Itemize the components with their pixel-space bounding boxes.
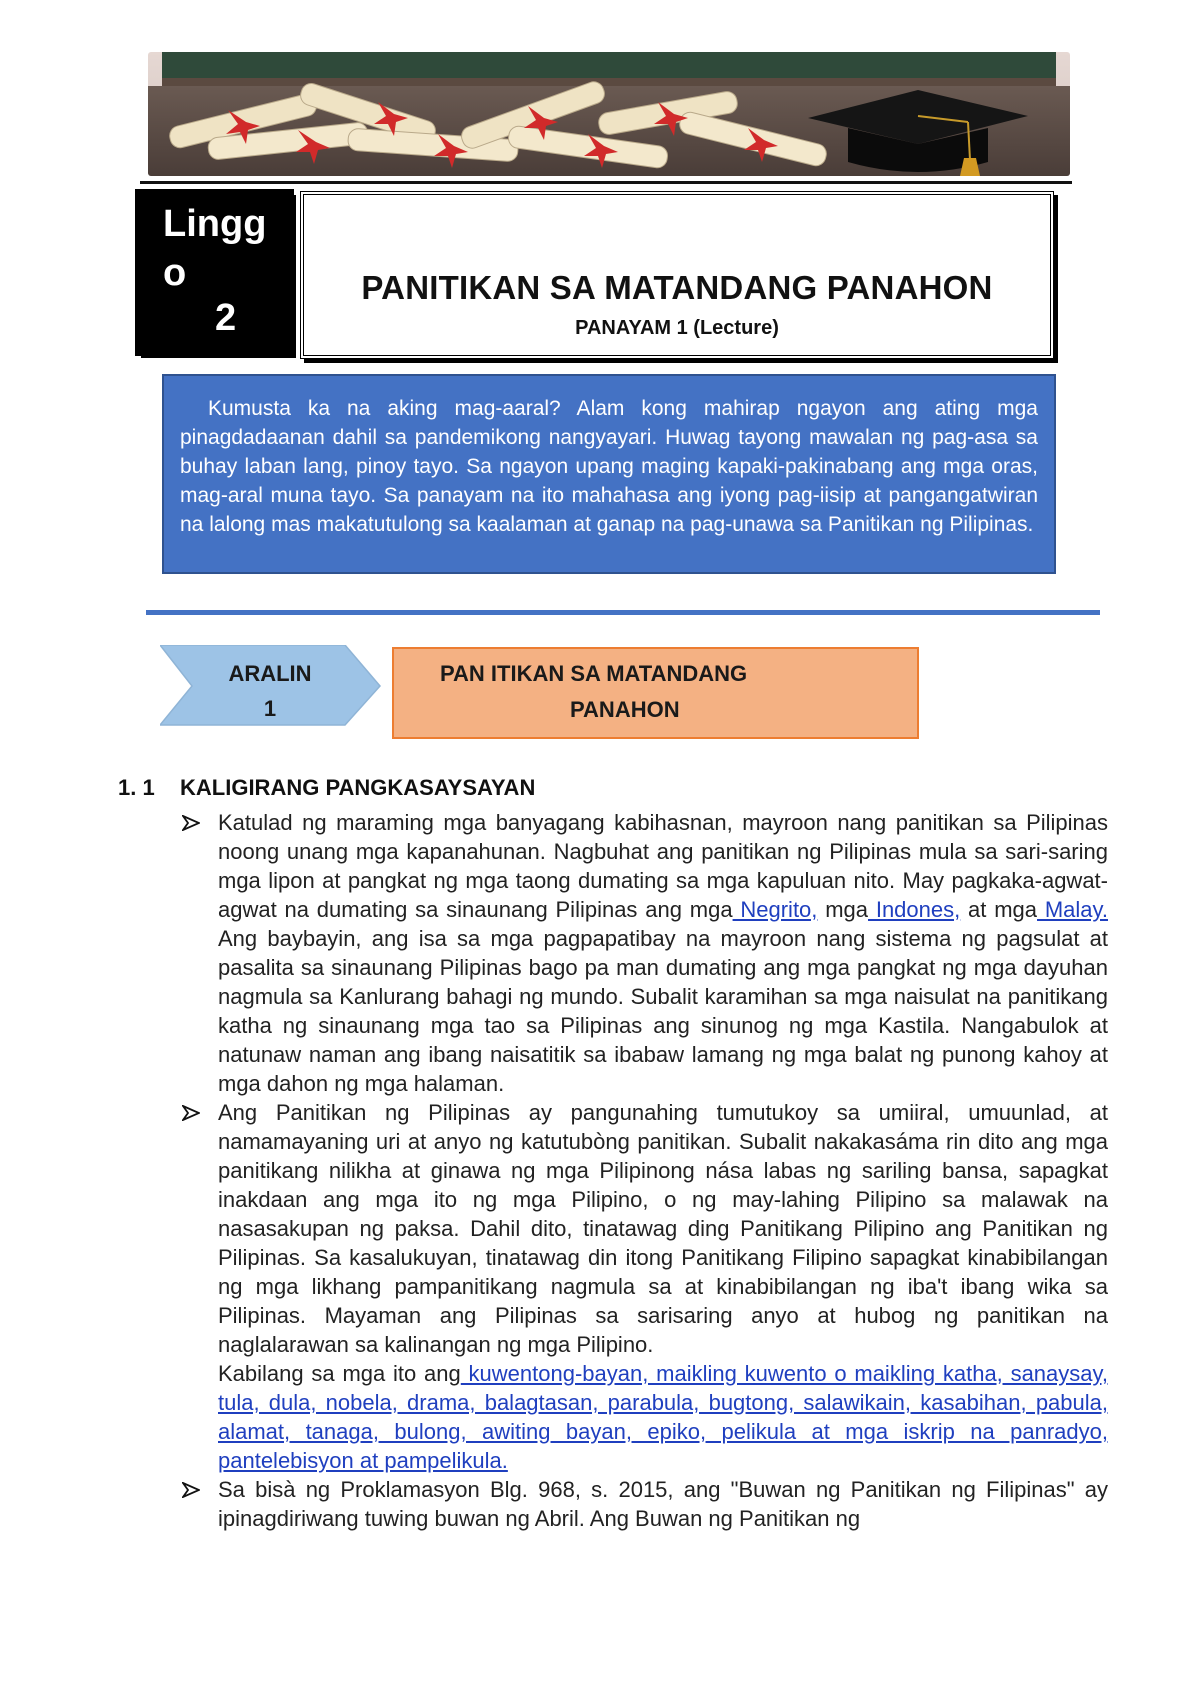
lesson-title-line1: PAN ITIKAN SA MATANDANG xyxy=(440,661,748,686)
bullet-text: Kabilang sa mga ito ang xyxy=(218,1361,461,1386)
list-item xyxy=(180,1475,1108,1533)
section-divider xyxy=(146,610,1100,615)
link-indones[interactable]: Indones, xyxy=(868,897,961,922)
link-literary-forms[interactable]: kuwentong-bayan, maikling kuwento o maikling katha, sanaysay, tula, dula, nobela, drama, balagtasan, parabula, bugtong, salawikain, kasabihan, pabula, alamat, tanaga, bulong, awiting bayan, epiko, pelikula at mga iskrip na panradyo, pantelebisyon at pampelikula. xyxy=(218,1361,1108,1473)
link-negrito[interactable]: Negrito, xyxy=(732,897,818,922)
bullet-text: Ang Panitikan ng Pilipinas ay pangunahing tumutukoy sa umiiral, umuunlad, at namamayaning uri at anyo ng katutubòng panitikan. Subalit nakakasáma rin dito ang mga panitikang nilikha at ginawa ng mga Pilipinong nása labas ng sariling bansa, sapagkat inakdaan ang mga ito ng mga Pilipino, o ng may-lahing Pilipino sa malawak na nasasakupan ng paksa. Dahil dito, tinatawag ding Panitikang Pilipino ang Panitikan ng Pilipinas. Sa kasalukuyan, tinatawag din itong Panitikang Filipino sapagkat kinabibilangan ng mga likhang pampanitikang nagmula sa at kinabibilangan ng iba't ibang wika sa Pilipinas. Mayaman ang Pilipinas sa sarisaring anyo at hubog ng panitikan na naglalarawan sa kalinangan ng mga Pilipino. xyxy=(218,1100,1108,1357)
lesson-title-line2: PANAHON xyxy=(570,697,680,722)
intro-text: Kumusta ka na aking mag-aaral? Alam kong mahirap ngayon ang ating mga pinagdadaanan dahil sa pandemikong nangyayari. Huwag tayong mawalan ng pag-asa sa buhay laban lang, pinoy tayo. Sa ngayon upang maging kapaki-pakinabang ang mga oras, mag-aral muna tayo. Sa panayam na ito mahahasa ang iyong pag-iisip at pangangatwiran na lalong mas makatutulong sa kaalaman at ganap na pag-unawa sa Panitikan ng Pilipinas. xyxy=(180,397,1038,536)
arrow-bullet-icon xyxy=(182,1482,200,1498)
lesson-title-box xyxy=(392,647,919,739)
week-label: Lingg o xyxy=(163,203,267,294)
lesson-label-word: ARALIN xyxy=(228,661,312,686)
page-subtitle: PANAYAM 1 (Lecture) xyxy=(575,317,779,339)
bullet-text: mga xyxy=(817,897,869,922)
lesson-label xyxy=(162,656,378,726)
bullet-text: at mga xyxy=(960,897,1038,922)
section-number: 1. 1 xyxy=(118,775,155,800)
link-malay[interactable]: Malay. xyxy=(1037,897,1108,922)
bullet-paragraph xyxy=(218,1359,1108,1475)
title-box xyxy=(300,191,1054,359)
section-heading xyxy=(118,775,535,801)
list-item xyxy=(180,1098,1108,1475)
week-number: 2 xyxy=(215,297,237,339)
intro-box xyxy=(162,374,1056,574)
banner-image xyxy=(148,52,1070,176)
week-badge xyxy=(137,191,292,354)
bullet-list xyxy=(180,808,1108,1533)
bullet-text: Katulad ng maraming mga banyagang kabihasnan, mayroon nang panitikan sa Pilipinas noong unang mga kapanahunan. Nagbuhat ang panitikan ng Pilipinas mula sa sari-saring mga lipon at pangkat ng mga taong dumating sa mga kapuluan nito. May pagkaka-agwat-agwat na dumating sa sinaunang Pilipinas ang mga xyxy=(218,810,1108,922)
section-title: KALIGIRANG PANGKASAYSAYAN xyxy=(180,775,536,800)
list-item xyxy=(180,808,1108,1098)
lesson-label-number: 1 xyxy=(263,696,277,721)
arrow-bullet-icon xyxy=(182,1105,200,1121)
bullet-text: Sa bisà ng Proklamasyon Blg. 968, s. 2015, ang "Buwan ng Panitikan ng Filipinas" ay ipinagdiriwang tuwing buwan ng Abril. Ang Buwan ng Panitikan ng xyxy=(218,1477,1108,1531)
banner-rule xyxy=(140,181,1072,184)
bullet-text: Ang baybayin, ang isa sa mga pagpapatibay na mayroon nang sistema ng pagsulat at pasalita sa sinaunang Pilipinas bago pa man dumating ang mga pangkat ng mga dayuhan nagmula sa Kanlurang bahagi ng mundo. Subalit karamihan sa mga naisulat na panitikang katha ng sinaunang mga tao sa Pilipinas ang sinunog ng mga Kastila. Nangabulok at natunaw naman ang ibang naisatitik sa ibabaw lamang ng mga balat ng punong kahoy at mga dahon ng mga halaman. xyxy=(218,926,1108,1096)
arrow-bullet-icon xyxy=(182,815,200,831)
page-title: PANITIKAN SA MATANDANG PANAHON xyxy=(361,269,993,306)
